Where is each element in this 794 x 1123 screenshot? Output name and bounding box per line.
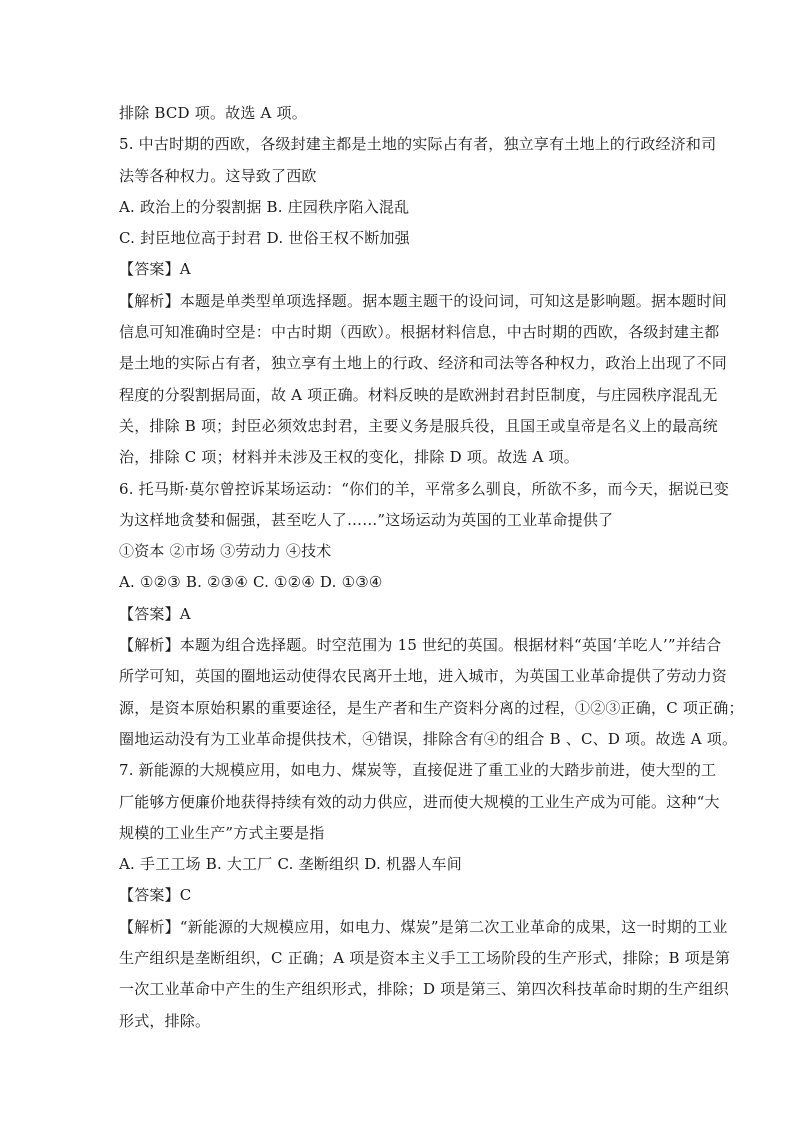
question-7-analysis: 一次工业革命中产生的生产组织形式，排除；D 项是第三、第四次科技革命时期的生产组织 <box>119 980 729 999</box>
document-page <box>119 98 744 1037</box>
question-7-analysis: 形式，排除。 <box>119 1011 211 1030</box>
question-7-analysis: 【解析】“新能源的大规模应用，如电力、煤炭”是第二次工业革命的成果，这一时期的工业 <box>119 917 728 936</box>
question-5-stem: 5. 中古时期的西欧，各级封建主都是土地的实际占有者，独立享有土地上的行政经济和司 <box>119 135 717 154</box>
question-6-analysis: 圈地运动没有为工业革命提供技术，④错误，排除含有④的组合 B 、C、D 项。故选 A 项。 <box>119 729 738 748</box>
question-6-stem: 6. 托马斯·莫尔曾控诉某场运动：“你们的羊，平常多么驯良，所欲不多，而今天，据说已变 <box>119 479 730 498</box>
question-5-options-cd: C. 封臣地位高于封君 D. 世俗王权不断加强 <box>119 229 410 248</box>
question-6-analysis: 【解析】本题为组合选择题。时空范围为 15 世纪的英国。根据材料“英国‘羊吃人’”并结合 <box>119 636 722 655</box>
question-5-stem-cont: 法等各种权力。这导致了西欧 <box>119 166 317 185</box>
question-7-analysis: 生产组织是垄断组织，C 正确；A 项是资本主义手工工场阶段的生产形式，排除；B 项是第 <box>119 949 731 968</box>
question-5-analysis: 关，排除 B 项；封臣必须效忠封君，主要义务是服兵役，且国王或皇帝是名义上的最高统 <box>119 416 718 435</box>
question-5-options-ab: A. 政治上的分裂割据 B. 庄园秩序陷入混乱 <box>119 197 410 216</box>
question-6-items: ①资本 ②市场 ③劳动力 ④技术 <box>119 542 332 561</box>
question-5-answer: 【答案】A <box>119 260 191 279</box>
question-5-analysis: 程度的分裂割据局面，故 A 项正确。材料反映的是欧洲封君封臣制度，与庄园秩序混乱无 <box>119 385 718 404</box>
question-5-analysis: 治，排除 C 项；材料并未涉及王权的变化，排除 D 项。故选 A 项。 <box>119 448 579 467</box>
question-7-stem-cont: 厂能够方便廉价地获得持续有效的动力供应，进而使大规模的工业生产成为可能。这种“大 <box>119 792 720 811</box>
question-6-stem-cont: 为这样地贪婪和倔强，甚至吃人了……”这场运动为英国的工业革命提供了 <box>119 510 614 529</box>
question-5-analysis: 是土地的实际占有者，独立享有土地上的行政、经济和司法等各种权力，政治上出现了不同 <box>119 354 728 373</box>
text-line: 排除 BCD 项。故选 A 项。 <box>119 104 307 122</box>
question-7-answer: 【答案】C <box>119 886 192 905</box>
question-5-analysis: 信息可知准确时空是：中古时期（西欧）。根据材料信息，中古时期的西欧，各级封建主都 <box>119 323 720 342</box>
question-6-options: A. ①②③ B. ②③④ C. ①②④ D. ①③④ <box>119 573 383 592</box>
question-6-answer: 【答案】A <box>119 604 191 623</box>
question-7-options: A. 手工工场 B. 大工厂 C. 垄断组织 D. 机器人车间 <box>119 855 462 874</box>
question-6-analysis: 源，是资本原始积累的重要途径，是生产者和生产资料分离的过程，①②③正确，C 项正确； <box>119 698 744 717</box>
question-7-stem: 7. 新能源的大规模应用，如电力、煤炭等，直接促进了重工业的大踏步前进，使大型的工 <box>119 761 717 780</box>
question-6-analysis: 所学可知，英国的圈地运动使得农民离开土地，进入城市，为英国工业革命提供了劳动力资 <box>119 667 728 686</box>
question-5-analysis: 【解析】本题是单类型单项选择题。据本题主题干的设问词，可知这是影响题。据本题时间 <box>119 291 728 310</box>
question-7-stem-cont: 规模的工业生产”方式主要是指 <box>119 823 325 842</box>
